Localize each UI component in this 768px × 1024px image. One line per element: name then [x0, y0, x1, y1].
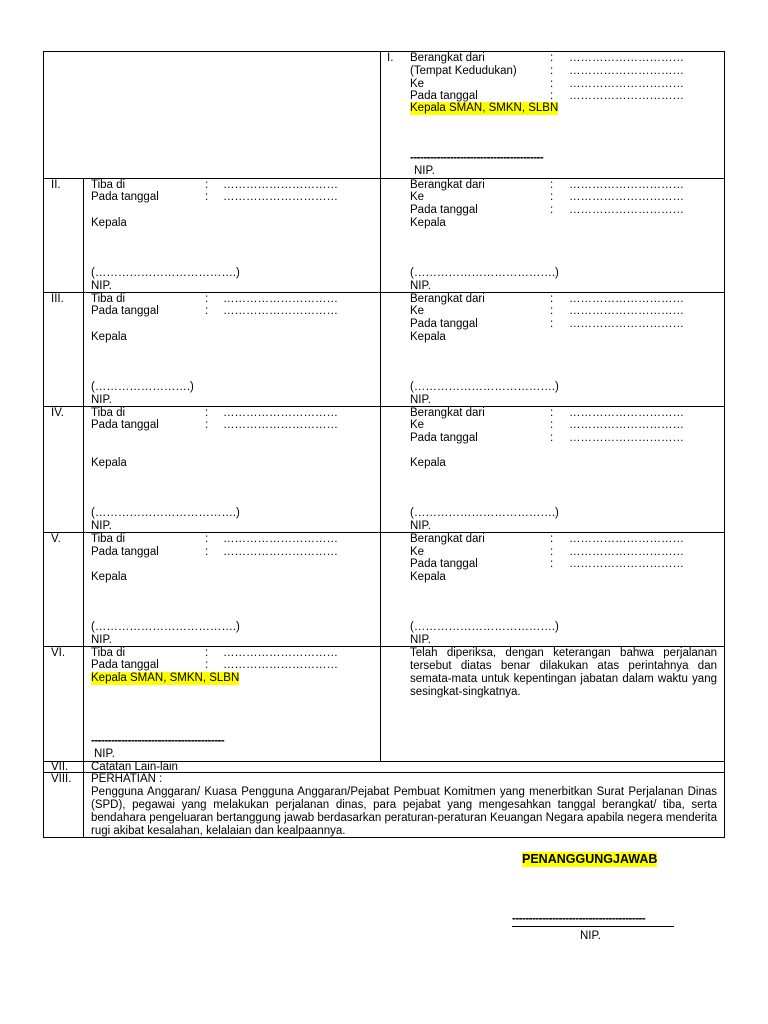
- fill-dots: …………………………: [223, 647, 338, 659]
- perhatian-text: Pengguna Anggaran/ Kuasa Pengguna Anggaran/Pejabat Pembuat Komitmen yang menerbitkan Surat Perjalanan Dinas (SPD), pegawai yang melakukan perjalanan dinas, para pejabat yang mengesahkan tanggal berangkat/ tiba, serta bendahara pengeluaran bertanggung jawab berdasarkan peraturan-peraturan Keuangan Negara apabila negera menderita rugi akibat kesalahan, kelalaian dan kealpaannya.: [91, 786, 717, 837]
- fill-dots: …………………………: [569, 305, 684, 317]
- catatan-label: Catatan Lain-lain: [91, 761, 178, 773]
- ke-label: Ke: [410, 546, 425, 558]
- fill-dots: …………………………: [223, 419, 338, 431]
- nip-label: NIP.: [94, 748, 115, 760]
- signature-line: ----------------------------------------: [410, 152, 544, 164]
- signature-parentheses: (……………………………….): [91, 267, 240, 279]
- colon: :: [550, 546, 554, 558]
- kepala-label: Kepala: [410, 217, 446, 229]
- colon: :: [205, 659, 209, 671]
- colon: :: [550, 191, 554, 203]
- signature-parentheses: (…………………….): [91, 381, 194, 393]
- fill-dots: …………………………: [223, 659, 338, 671]
- colon: :: [550, 179, 554, 191]
- column-divider-num: [83, 178, 84, 838]
- fill-dots: …………………………: [569, 293, 684, 305]
- colon: :: [205, 419, 209, 431]
- signature-line: ----------------------------------------: [91, 735, 225, 747]
- nip-label: NIP.: [91, 394, 112, 406]
- nip-label: NIP.: [410, 280, 431, 292]
- fill-dots: …………………………: [569, 318, 684, 330]
- fill-dots: …………………………: [569, 407, 684, 419]
- signature-parentheses: (……………………………….): [410, 621, 559, 633]
- colon: :: [205, 191, 209, 203]
- nip-label: NIP.: [410, 520, 431, 532]
- ke-label: Ke: [410, 78, 425, 90]
- berangkat-label: Berangkat dari: [410, 52, 485, 64]
- fill-dots: …………………………: [569, 78, 684, 90]
- kepala-highlight: Kepala SMAN, SMKN, SLBN: [91, 672, 240, 684]
- fill-dots: …………………………: [223, 407, 338, 419]
- section-number: V.: [51, 533, 61, 545]
- fill-dots: …………………………: [569, 533, 684, 545]
- signature-line: ----------------------------------------: [512, 913, 646, 925]
- section-number: IV.: [51, 407, 65, 419]
- verification-statement: Telah diperiksa, dengan keterangan bahwa perjalanan tersebut diatas benar dilakukan atas perintahnya dan semata-mata untuk kepentingan jabatan dalam waktu yang sesingkat-singkatnya.: [410, 647, 717, 698]
- colon: :: [205, 546, 209, 558]
- colon: :: [550, 533, 554, 545]
- tanggal-label: Pada tanggal: [91, 305, 159, 317]
- fill-dots: …………………………: [569, 179, 684, 191]
- colon: :: [550, 318, 554, 330]
- nip-label: NIP.: [410, 634, 431, 646]
- tanggal-label: Pada tanggal: [91, 191, 159, 203]
- kepala-label: Kepala: [410, 331, 446, 343]
- fill-dots: …………………………: [569, 52, 684, 64]
- kepala-highlight: Kepala SMAN, SMKN, SLBN: [410, 102, 559, 114]
- tanggal-label: Pada tanggal: [91, 659, 159, 671]
- colon: :: [205, 407, 209, 419]
- tanggal-label: Pada tanggal: [410, 558, 478, 570]
- nip-label: NIP.: [91, 280, 112, 292]
- colon: :: [550, 305, 554, 317]
- colon: :: [550, 432, 554, 444]
- fill-dots: …………………………: [223, 179, 338, 191]
- perhatian-title: PERHATIAN :: [91, 773, 163, 785]
- colon: :: [205, 647, 209, 659]
- nip-label: NIP.: [91, 634, 112, 646]
- table-border-right: [724, 51, 725, 838]
- nip-label: NIP.: [410, 394, 431, 406]
- section-number: III.: [51, 293, 64, 305]
- colon: :: [205, 179, 209, 191]
- colon: :: [550, 419, 554, 431]
- kepala-label: Kepala: [91, 217, 127, 229]
- kepala-label: Kepala: [91, 571, 127, 583]
- colon: :: [550, 90, 554, 102]
- berangkat-label: Berangkat dari: [410, 533, 485, 545]
- tanggal-label: Pada tanggal: [91, 419, 159, 431]
- fill-dots: …………………………: [569, 90, 684, 102]
- penanggungjawab-title: PENANGGUNGJAWAB: [522, 852, 658, 866]
- tiba-label: Tiba di: [91, 293, 126, 305]
- fill-dots: …………………………: [223, 305, 338, 317]
- fill-dots: …………………………: [223, 546, 338, 558]
- signature-parentheses: (……………………………….): [410, 267, 559, 279]
- section-number: I.: [387, 52, 394, 64]
- signature-underline: [512, 926, 674, 927]
- ke-label: Ke: [410, 305, 425, 317]
- colon: :: [205, 293, 209, 305]
- nip-label: NIP.: [414, 165, 435, 177]
- fill-dots: …………………………: [223, 533, 338, 545]
- tanggal-label: Pada tanggal: [410, 90, 478, 102]
- tanggal-label: Pada tanggal: [410, 204, 478, 216]
- tiba-label: Tiba di: [91, 647, 126, 659]
- berangkat-label: Berangkat dari: [410, 407, 485, 419]
- ke-label: Ke: [410, 191, 425, 203]
- signature-parentheses: (……………………………….): [410, 381, 559, 393]
- berangkat-label: Berangkat dari: [410, 293, 485, 305]
- fill-dots: …………………………: [569, 65, 684, 77]
- fill-dots: …………………………: [223, 191, 338, 203]
- tiba-label: Tiba di: [91, 407, 126, 419]
- colon: :: [550, 204, 554, 216]
- fill-dots: …………………………: [569, 419, 684, 431]
- signature-parentheses: (……………………………….): [91, 621, 240, 633]
- kepala-label: Kepala: [410, 571, 446, 583]
- colon: :: [205, 533, 209, 545]
- fill-dots: …………………………: [569, 204, 684, 216]
- tanggal-label: Pada tanggal: [410, 318, 478, 330]
- signature-parentheses: (……………………………….): [91, 507, 240, 519]
- tempat-label: (Tempat Kedudukan): [410, 65, 517, 77]
- tiba-label: Tiba di: [91, 179, 126, 191]
- table-border-left: [43, 51, 44, 838]
- colon: :: [550, 558, 554, 570]
- fill-dots: …………………………: [569, 432, 684, 444]
- colon: :: [550, 407, 554, 419]
- colon: :: [550, 293, 554, 305]
- kepala-label: Kepala: [91, 457, 127, 469]
- tanggal-label: Pada tanggal: [91, 546, 159, 558]
- signature-parentheses: (……………………………….): [410, 507, 559, 519]
- kepala-label: Kepala: [410, 457, 446, 469]
- colon: :: [550, 52, 554, 64]
- tiba-label: Tiba di: [91, 533, 126, 545]
- tanggal-label: Pada tanggal: [410, 432, 478, 444]
- fill-dots: …………………………: [223, 293, 338, 305]
- berangkat-label: Berangkat dari: [410, 179, 485, 191]
- fill-dots: …………………………: [569, 558, 684, 570]
- colon: :: [550, 65, 554, 77]
- section-number: VII.: [51, 761, 69, 773]
- section-number: VI.: [51, 647, 66, 659]
- ke-label: Ke: [410, 419, 425, 431]
- colon: :: [550, 78, 554, 90]
- section-number: II.: [51, 179, 61, 191]
- section-number: VIII.: [51, 773, 72, 785]
- kepala-label: Kepala: [91, 331, 127, 343]
- colon: :: [205, 305, 209, 317]
- nip-label: NIP.: [580, 930, 601, 942]
- fill-dots: …………………………: [569, 546, 684, 558]
- fill-dots: …………………………: [569, 191, 684, 203]
- nip-label: NIP.: [91, 520, 112, 532]
